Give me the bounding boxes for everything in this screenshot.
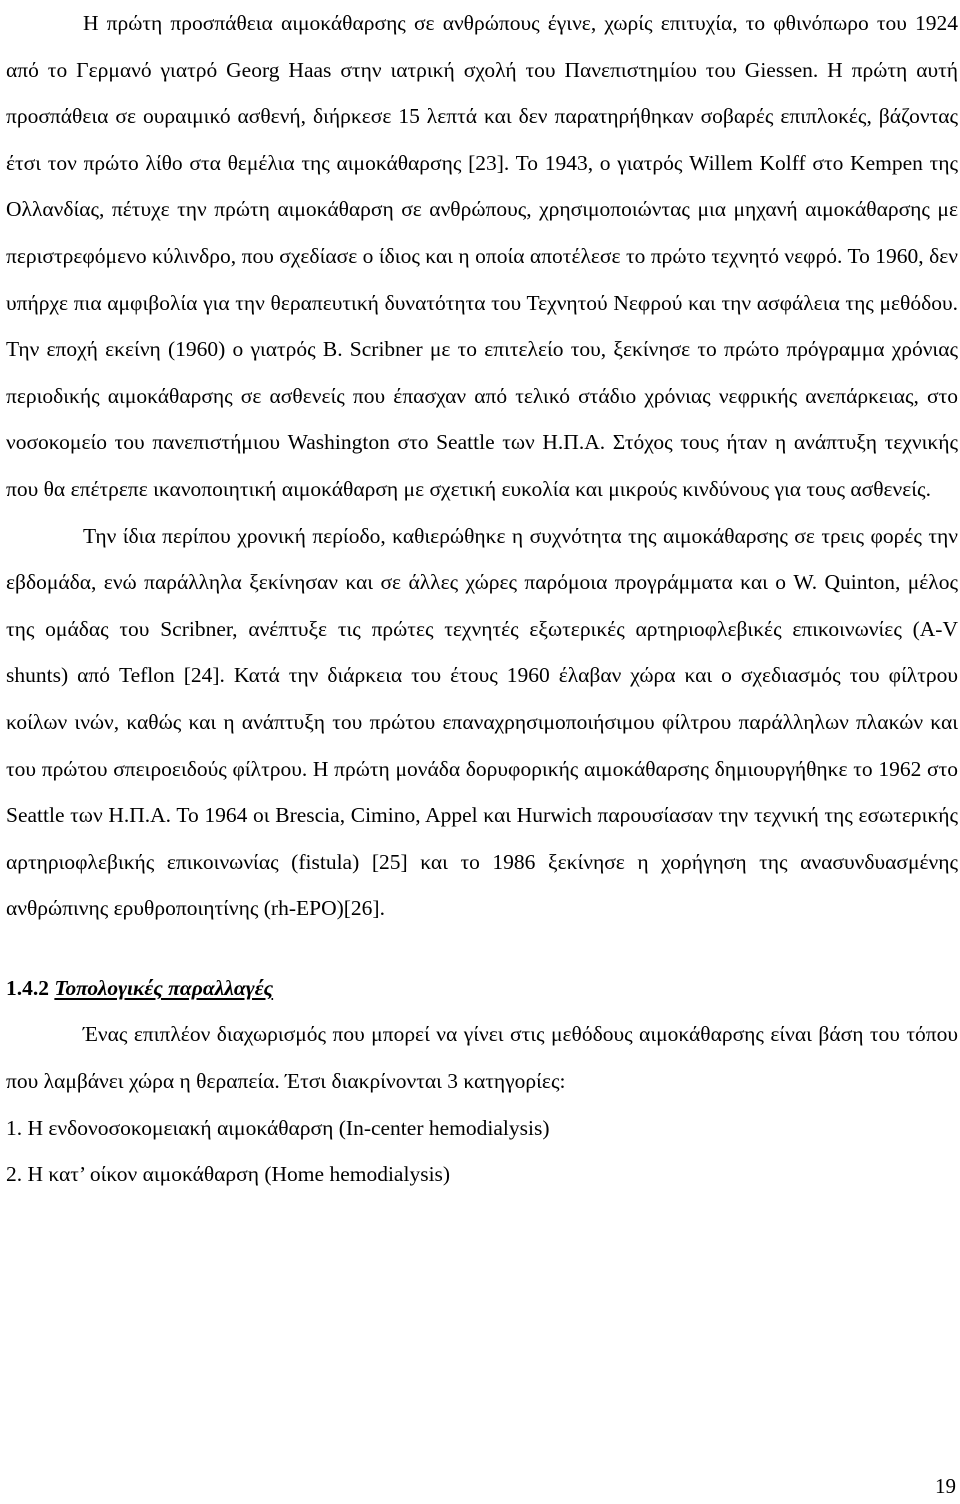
paragraph-history-developments: Την ίδια περίπου χρονική περίοδο, καθιερώθηκε η συχνότητα της αιμοκάθαρσης σε τρεις φορές την εβδομάδα, ενώ παράλληλα ξεκίνησαν και σε άλλες χώρες παρόμοια προγράμματα και ο W. Quinton, μέλος της ομάδας του Scribner, ανέπτυξε τις πρώτες τεχνητές εξωτερικές αρτηριοφλεβικές επικοινωνίες (A-V shunts) από Teflon [24]. Κατά την διάρκεια του έτους 1960 έλαβαν χώρα και ο σχεδιασμός του φίλτρου κοίλων ινών, καθώς και η ανάπτυξη του πρώτου επαναχρησιμοποιήσιμου φίλτρου παράλληλων πλακών και του πρώτου σπειροειδούς φίλτρου. Η πρώτη μονάδα δορυφορικής αιμοκάθαρσης δημιουργήθηκε το 1962 στο Seattle των Η.Π.Α. Το 1964 οι Brescia, Cimino, Appel και Hurwich παρουσίασαν την τεχνική της εσωτερικής αρτηριοφλεβικής επικοινωνίας (fistula) [25] και το 1986 ξεκίνησε η χορήγηση της ανασυνδυασμένης ανθρώπινης ερυθροποιητίνης (rh-EPO)[26]. <box>6 523 958 921</box>
paragraph-topological-intro: Ένας επιπλέον διαχωρισμός που μπορεί να γίνει στις μεθόδους αιμοκάθαρσης είναι βάση του τόπου που λαμβάνει χώρα η θεραπεία. Έτσι διακρίνονται 3 κατηγορίες: <box>6 1022 958 1094</box>
section-heading <box>6 965 958 1012</box>
page-number: 19 <box>935 1474 956 1498</box>
page-content <box>6 0 958 1198</box>
list-item-in-center: 1. Η ενδονοσοκομειακή αιμοκάθαρση (In-center hemodialysis) <box>6 1115 550 1140</box>
paragraph-history-first-dialysis: Η πρώτη προσπάθεια αιμοκάθαρσης σε ανθρώπους έγινε, χωρίς επιτυχία, το φθινόπωρο του 1924 από το Γερμανό γιατρό Georg Haas στην ιατρική σχολή του Πανεπιστημίου του Giessen. Η πρώτη αυτή προσπάθεια σε ουραιμικό ασθενή, διήρκεσε 15 λεπτά και δεν παρατηρήθηκαν σοβαρές επιπλοκές, βάζοντας έτσι τον πρώτο λίθο στα θεμέλια της αιμοκάθαρσης [23]. Το 1943, ο γιατρός Willem Kolff στο Kempen της Ολλανδίας, πέτυχε την πρώτη αιμοκάθαρση σε ανθρώπους, χρησιμοποιώντας μια μηχανή αιμοκάθαρσης με περιστρεφόμενο κύλινδρο, που σχεδίασε ο ίδιος και η οποία αποτέλεσε το πρώτο τεχνητό νεφρό. Το 1960, δεν υπήρχε πια αμφιβολία για την θεραπευτική δυνατότητα του Τεχνητού Νεφρού και την ασφάλεια της μεθόδου. Την εποχή εκείνη (1960) ο γιατρός B. Scribner με το επιτελείο του, ξεκίνησε το πρώτο πρόγραμμα χρόνιας περιοδικής αιμοκάθαρσης σε ασθενείς που έπασχαν από τελικό στάδιο χρόνιας νεφρικής ανεπάρκειας, στο νοσοκομείο του πανεπιστήμιου Washington στο Seattle των Η.Π.Α. Στόχος τους ήταν η ανάπτυξη τεχνικής που θα επέτρεπε ικανοποιητική αιμοκάθαρση με σχετική ευκολία και μικρούς κινδύνους για τους ασθενείς. <box>6 11 958 501</box>
section-title: Τοπολογικές παραλλαγές <box>54 975 274 1000</box>
list-item-home: 2. Η κατ’ οίκον αιμοκάθαρση (Home hemodialysis) <box>6 1162 451 1187</box>
section-number: 1.4.2 <box>6 975 49 1000</box>
